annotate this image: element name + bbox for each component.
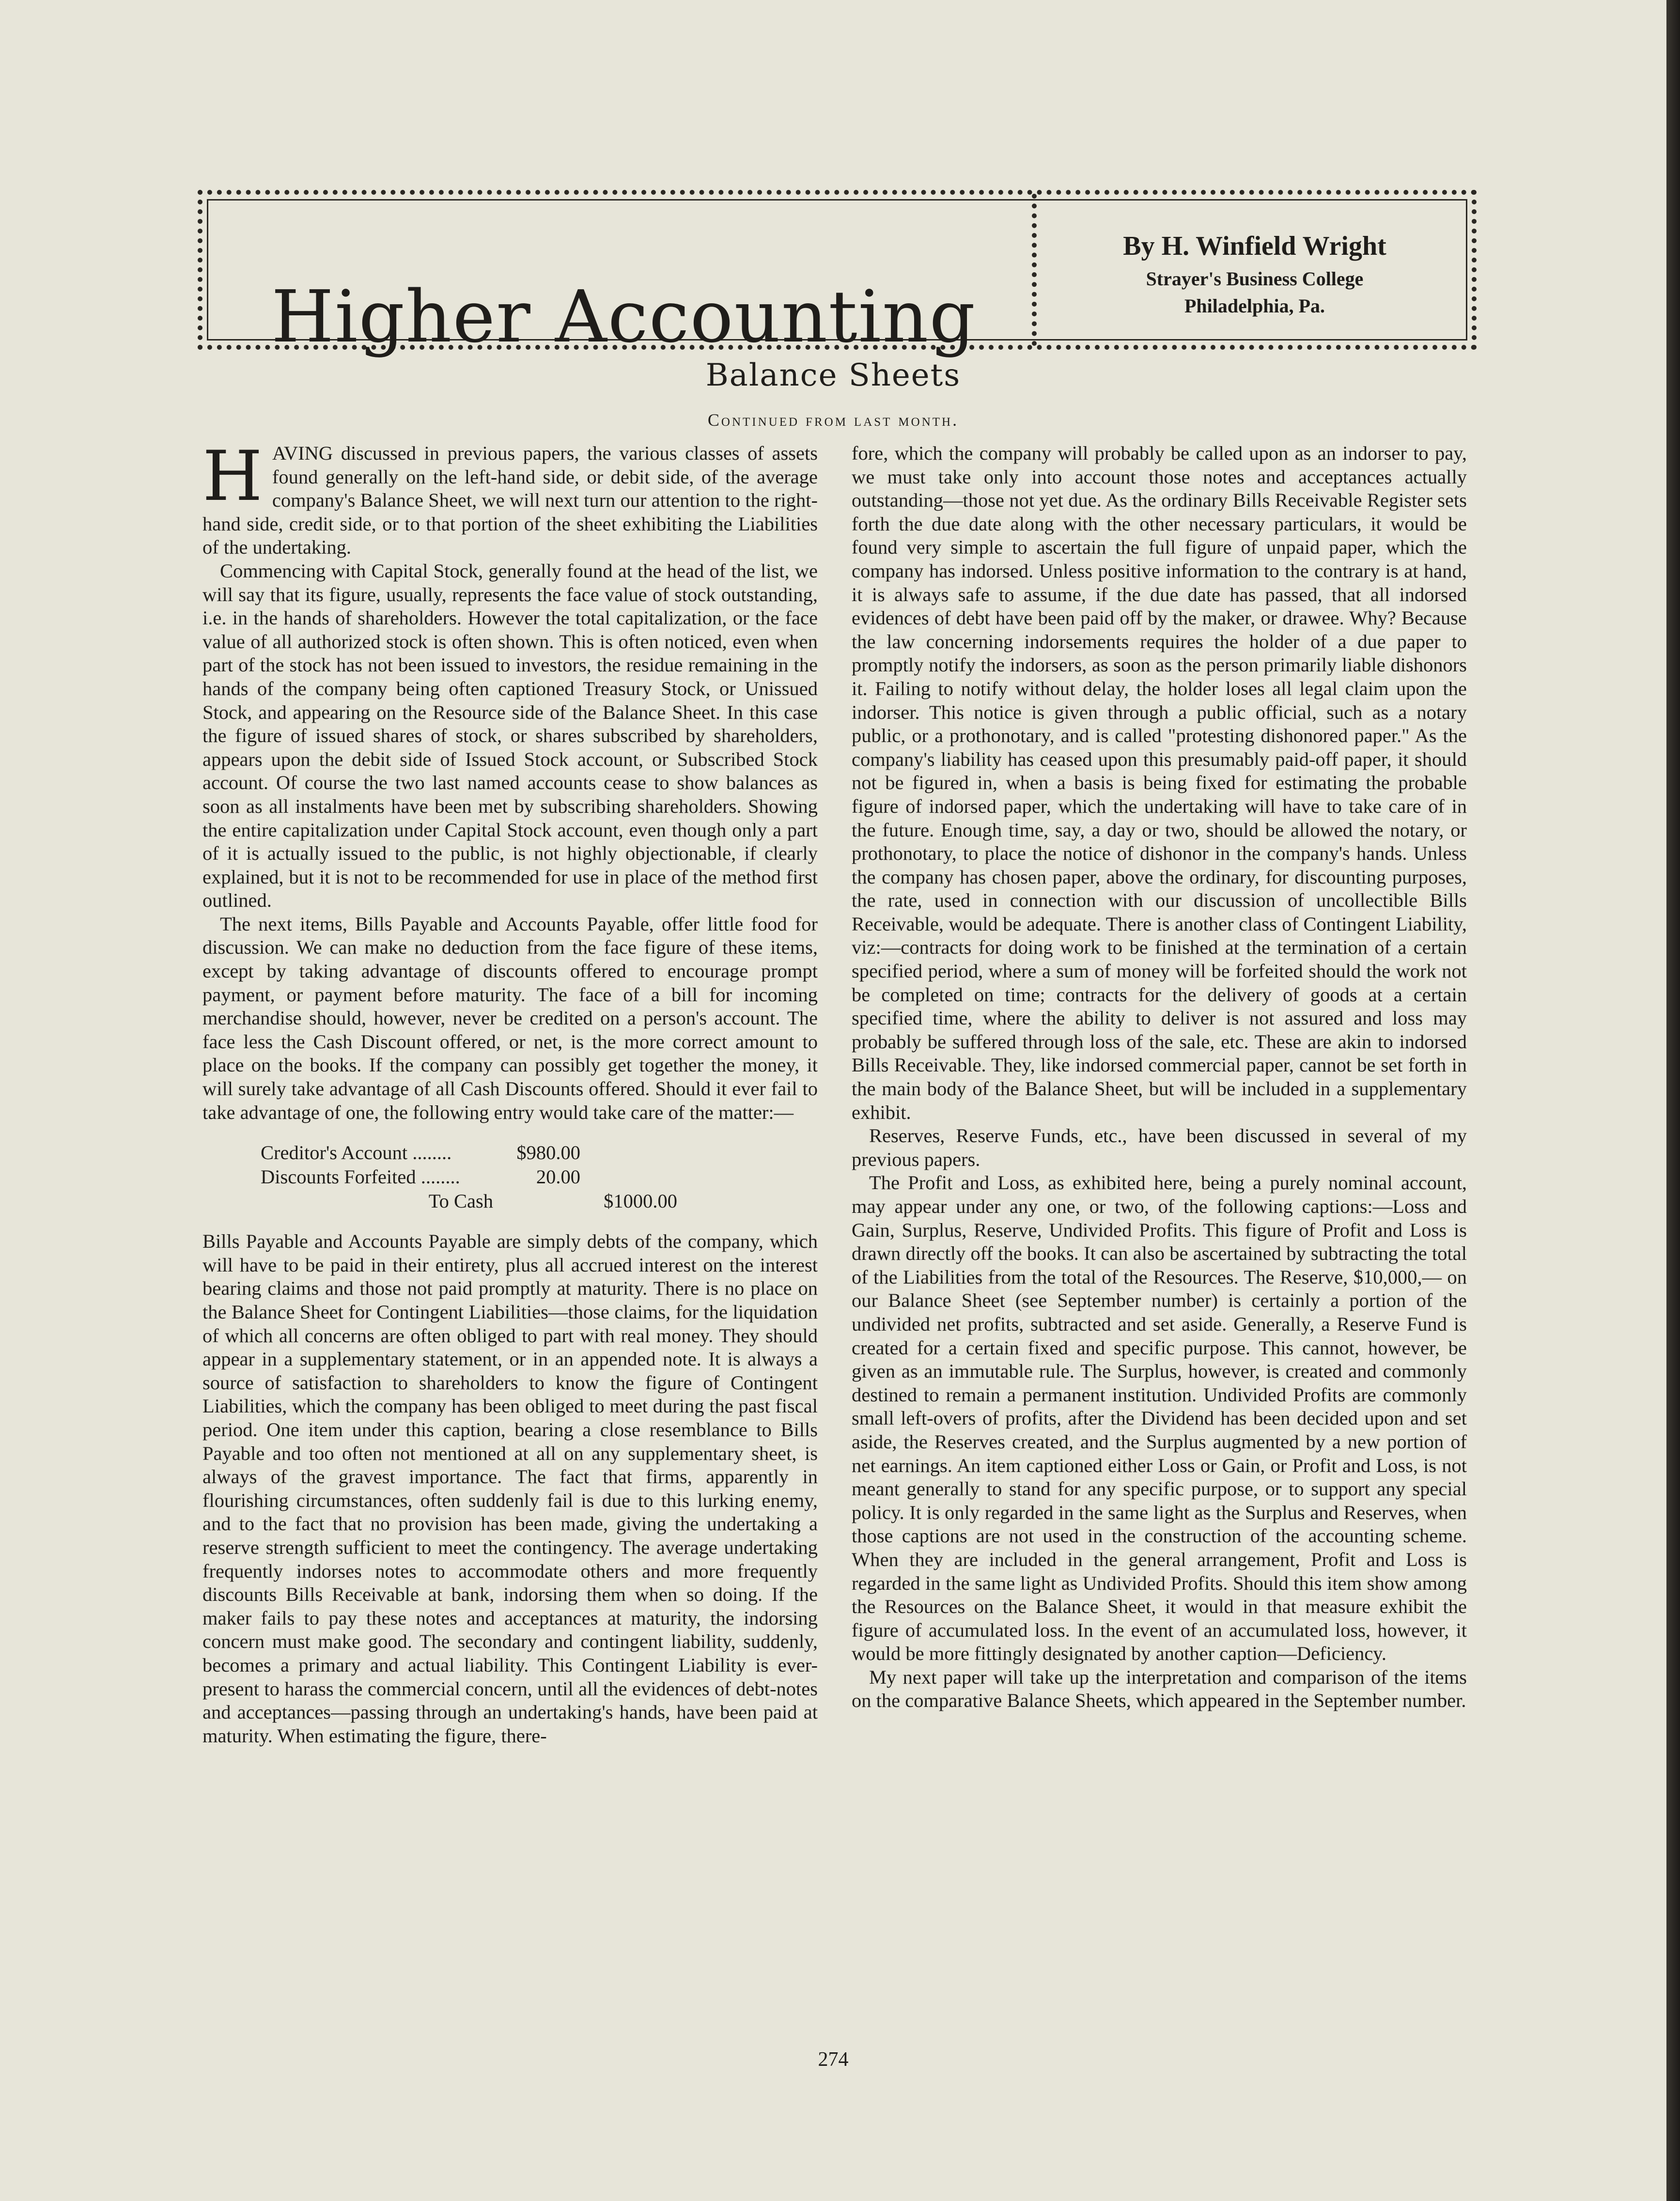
entry-amount: $980.00 bbox=[516, 1142, 580, 1164]
paragraph: Reserves, Reserve Funds, etc., have been discussed in several of my previous papers. bbox=[852, 1125, 1467, 1170]
college-city: Philadelphia, Pa. bbox=[1184, 295, 1325, 317]
entry-total-label: To Cash bbox=[428, 1190, 493, 1212]
left-column bbox=[202, 442, 818, 2040]
article-series-title: Higher Accounting bbox=[271, 275, 977, 359]
article-subtitle: Balance Sheets bbox=[705, 357, 961, 393]
entry-amount: 20.00 bbox=[536, 1166, 580, 1188]
paragraph: Bills Payable and Accounts Payable are simply debts of the company, which will have to be paid in their entirety, plus all accrued interest on the interest bearing claims and those not paid promptly at maturity. There is no place on the Balance Sheet for Contingent Liabilities—those claims, for the liquidation of which all concerns are often obliged to part with real money. They should appear in a supplementary statement, or in an appended note. It is always a source of satisfaction to shareholders to know the figure of Contingent Liabilities, which the company has been obliged to meet during the past fiscal period. One item under this caption, bearing a close resemblance to Bills Payable and too often not mentioned at all on any supplementary sheet, is always of the gravest importance. The fact that firms, apparently in flourishing circumstances, often suddenly fail is due to this lurking enemy, and to the fact that no provision has been made, giving the undertaking a reserve strength sufficient to meet the contingency. The average undertaking frequently indorses notes to accommodate others and more frequently discounts Bills Receivable at bank, indorsing them when so doing. If the maker fails to pay these notes and acceptances at maturity, the indorsing concern must make good. The secondary and contingent liability, suddenly, becomes a primary and actual liability. This Contingent Liability is ever-present to harass the commercial concern, until all the evidences of debt-notes and acceptances—passing through an undertaking's hands, have been paid at maturity. When estimating the figure, there- bbox=[202, 1230, 818, 1747]
paragraph: Commencing with Capital Stock, generally found at the head of the list, we will say that its figure, usually, represents the face value of stock outstanding, i.e. in the hands of shareholders. However the total capitalization, or the face value of all authorized stock is often shown. This is often noticed, even when part of the stock has not been issued to investors, the residue remaining in the hands of the company being often captioned Treasury Stock, or Unissued Stock, and appearing on the Resource side of the Balance Sheet. In this case the figure of issued shares of stock, or shares subscribed by shareholders, appears upon the debit side of Issued Stock account, or Subscribed Stock account. Of course the two last named accounts cease to show balances as soon as all instalments have been met by subscribing shareholders. Showing the entire capitalization under Capital Stock account, even though only a part of it is actually issued to the public, is not highly objectionable, if clearly explained, but it is not to be recommended for use in place of the method first outlined. bbox=[202, 559, 818, 912]
continued-note: Continued from last month. bbox=[707, 410, 959, 430]
entry-label: Discounts Forfeited ........ bbox=[261, 1166, 460, 1188]
journal-entry bbox=[261, 1141, 818, 1213]
paragraph: The next items, Bills Payable and Accounts Payable, offer little food for discussion. We can make no deduction from the face figure of these items, except by taking advantage of discounts offered to encourage prompt payment, or payment before maturity. The face of a bill for incoming merchandise should, however, never be credited on a person's account. The face less the Cash Discount offered, or net, is the more correct amount to place on the books. If the company can possibly get together the money, it will surely take advantage of all Cash Discounts offered. Should it ever fail to take advantage of one, the following entry would take care of the matter:— bbox=[202, 913, 818, 1123]
paragraph: The Profit and Loss, as exhibited here, being a purely nominal account, may appear under any one, or two, of the following captions:—Loss and Gain, Surplus, Reserve, Undivided Profits. This figure of Profit and Loss is drawn directly off the books. It can also be ascertained by subtracting the total of the Liabilities from the total of the Resources. The Reserve, $10,000,— on our Balance Sheet (see September number) is certainly a portion of the undivided net profits, subtracted and set aside. Generally, a Reserve Fund is created for a certain fixed and specific purpose. This cannot, however, be given as an immutable rule. The Surplus, however, is created and commonly destined to remain a permanent institution. Undivided Profits are commonly small left-overs of profits, after the Dividend has been decided upon and set aside, the Reserves created, and the Surplus augmented by a new portion of net earnings. An item captioned either Loss or Gain, or Profit and Loss, is not meant generally to stand for any specific purpose, or to support any special policy. It is only regarded in the same light as the Surplus and Reserves, when those captions are not used in the construction of the accounting scheme. When they are included in the general arrangement, Profit and Loss is regarded in the same light as Undivided Profits. Should this item show among the Resources on the Balance Sheet, it would in that measure exhibit the figure of accumulated loss. In the event of an accumulated loss, however, it would be more fittingly designated by another caption—Deficiency. bbox=[852, 1172, 1467, 1665]
paragraph: HAVING discussed in previous papers, the various classes of assets found generally on the left-hand side, or debit side, of the average company's Balance Sheet, we will next turn our attention to the right-hand side, credit side, or to that portion of the sheet exhibiting the Liabilities of the undertaking. bbox=[202, 442, 818, 558]
header-divider bbox=[1032, 194, 1037, 346]
page-edge bbox=[1666, 0, 1680, 2201]
right-column bbox=[852, 442, 1467, 2040]
paragraph: My next paper will take up the interpretation and comparison of the items on the comparative Balance Sheets, which appeared in the September number. bbox=[852, 1666, 1467, 1712]
entry-label: Creditor's Account ........ bbox=[261, 1142, 452, 1164]
college-name: Strayer's Business College bbox=[1146, 268, 1364, 290]
paragraph: fore, which the company will probably be called upon as an indorser to pay, we must take only into account those notes and acceptances actually outstanding—those not yet due. As the ordinary Bills Receivable Register sets forth the due date along with the other necessary particulars, it would be found very simple to ascertain the full figure of unpaid paper, which the company has indorsed. Unless positive information to the contrary is at hand, it is always safe to assume, if the due date has passed, that all indorsed evidences of debt have been paid off by the maker, or drawee. Why? Because the law concerning indorsements requires the holder of a due paper to promptly notify the indorsers, as soon as the person primarily liable dishonors it. Failing to notify without delay, the holder loses all legal claim upon the indorser. This notice is given through a public official, such as a notary public, or a prothonotary, and is called "protesting dishonored paper." As the company's liability has ceased upon this presumably paid-off paper, it should not be figured in, when a basis is being fixed for estimating the probable figure of indorsed paper, which the undertaking will have to take care of in the future. Enough time, say, a day or two, should be allowed the notary, or prothonotary, to place the notice of dishonor in the company's hands. Unless the company has chosen paper, above the ordinary, for discounting purposes, the rate, used in connection with our discussion of uncollectible Bills Receivable, would be adequate. There is another class of Contingent Liability, viz:—contracts for doing work to be finished at the termination of a certain specified period, where a sum of money will be forfeited should the work not be completed on time; contracts for the delivery of goods at a certain specified time, where the ability to deliver is not assured and loss may probably be suffered through loss of the sale, etc. These are akin to indorsed Bills Receivable. They, like indorsed commercial paper, cannot be set forth in the main body of the Balance Sheet, but will be included in a supplementary exhibit. bbox=[852, 442, 1467, 1123]
drop-cap: H bbox=[202, 442, 263, 516]
page-number: 274 bbox=[818, 2048, 849, 2071]
author-name: By H. Winfield Wright bbox=[1123, 231, 1386, 261]
entry-total-amount: $1000.00 bbox=[604, 1190, 677, 1212]
byline bbox=[1046, 227, 1463, 320]
